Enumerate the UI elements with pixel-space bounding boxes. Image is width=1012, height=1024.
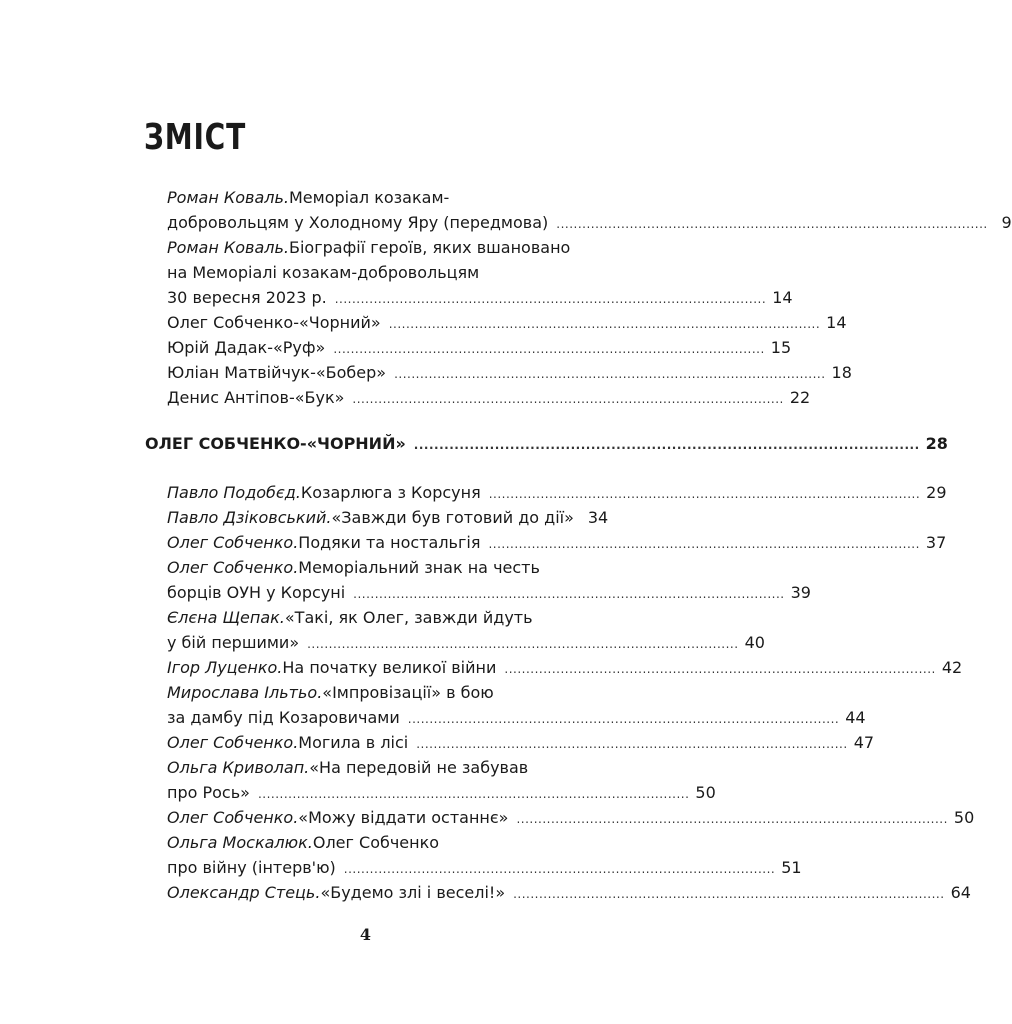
toc-entry	[167, 260, 595, 286]
dot-leader: ....................................................................................................	[513, 887, 945, 901]
dot-leader: ....................................................................................................	[504, 662, 936, 676]
toc-author: Олег Собченко.	[167, 558, 299, 577]
toc-page: 39	[790, 583, 811, 602]
toc-title: Олег Собченко-«Чорний»	[167, 313, 381, 332]
toc-entry	[167, 780, 716, 806]
toc-entry	[167, 705, 866, 731]
dot-leader: ....................................................................................................	[516, 812, 948, 826]
page-title: ЗМІСТ	[144, 117, 247, 158]
toc-entry	[167, 285, 793, 311]
toc-title: Могила в лісі	[298, 733, 409, 752]
dot-leader: ....................................................................................................	[413, 438, 920, 452]
toc-author: Ольга Криволап.	[167, 758, 310, 777]
toc-page: 14	[772, 288, 793, 307]
dot-leader: ....................................................................................................	[388, 317, 821, 331]
toc-title: «Завжди був готовий до дії»	[331, 508, 574, 527]
dot-leader: ....................................................................................................	[257, 787, 690, 801]
toc-page: 28	[925, 434, 948, 453]
toc-page: 22	[789, 388, 811, 407]
toc-author: Єлєна Щепак.	[167, 608, 285, 627]
toc-title: «Імпровізації» в бою	[322, 683, 494, 702]
toc-title: «Такі, як Олег, завжди йдуть	[284, 608, 533, 627]
toc-entry	[167, 185, 595, 211]
toc-page: 47	[853, 733, 875, 752]
toc-author: Павло Дзіковський.	[167, 508, 332, 527]
toc-entry	[167, 805, 975, 831]
toc-title: «На передовій не забував	[309, 758, 529, 777]
toc-section-title: ОЛЕГ СОБЧЕНКО-«ЧОРНИЙ»	[145, 434, 406, 453]
toc-entry	[167, 210, 1012, 236]
toc-entry	[167, 505, 609, 531]
toc-page: 18	[831, 363, 852, 382]
toc-section-entry	[145, 431, 948, 457]
toc-title: Олег Собченко	[312, 833, 440, 852]
toc-title: На початку великої війни	[282, 658, 497, 677]
toc-page: 64	[950, 883, 971, 902]
dot-leader: ....................................................................................................	[407, 712, 840, 726]
toc-entry	[167, 855, 802, 881]
toc-entry	[167, 530, 947, 556]
toc-page: 34	[587, 508, 609, 527]
toc-author: Олександр Стець.	[167, 883, 321, 902]
toc-page: 50	[695, 783, 716, 802]
toc-entry	[167, 335, 792, 361]
toc-page: 40	[744, 633, 765, 652]
toc-author: Олег Собченко.	[167, 808, 299, 827]
toc-title: про війну (інтерв'ю)	[167, 858, 336, 877]
toc-author: Олег Собченко.	[167, 533, 299, 552]
toc-title: у бій першими»	[167, 633, 300, 652]
toc-entry	[167, 310, 847, 336]
toc-title: «Можу віддати останнє»	[298, 808, 509, 827]
toc-entry	[167, 680, 595, 706]
dot-leader: ....................................................................................................	[333, 342, 765, 356]
toc-title: Денис Антіпов-«Бук»	[167, 388, 345, 407]
toc-page: 37	[925, 533, 947, 552]
toc-page: 15	[770, 338, 792, 357]
toc-entry	[167, 630, 765, 656]
toc-entry	[167, 730, 875, 756]
dot-leader: ....................................................................................................	[488, 537, 920, 551]
toc-author: Ігор Луценко.	[167, 658, 283, 677]
toc-author: Павло Подобєд.	[167, 483, 301, 502]
toc-entry	[167, 580, 811, 606]
toc-page: 50	[953, 808, 975, 827]
toc-page: 14	[826, 313, 847, 332]
toc-entry	[167, 555, 595, 581]
toc-title: Меморіальний знак на честь	[298, 558, 540, 577]
toc-page: 44	[845, 708, 866, 727]
toc-entry	[167, 235, 595, 261]
toc-page: 51	[781, 858, 802, 877]
toc-entry	[167, 655, 963, 681]
dot-leader: ....................................................................................................	[416, 737, 848, 751]
page-number: 4	[359, 925, 372, 944]
dot-leader: ....................................................................................................	[343, 862, 776, 876]
toc-title: за дамбу під Козаровичами	[167, 708, 400, 727]
dot-leader: ....................................................................................................	[556, 217, 988, 231]
toc-entry	[167, 605, 595, 631]
toc-entry	[167, 830, 595, 856]
toc-title: Юліан Матвійчук-«Бобер»	[167, 363, 387, 382]
toc-title: про Рось»	[167, 783, 250, 802]
toc-title: 30 вересня 2023 р.	[167, 288, 327, 307]
toc-page: 29	[926, 483, 947, 502]
toc-title: Козарлюга з Корсуня	[300, 483, 481, 502]
toc-author: Роман Коваль.	[167, 238, 289, 257]
dot-leader: ....................................................................................................	[353, 587, 785, 601]
dot-leader: ....................................................................................................	[307, 637, 739, 651]
toc-title: Юрій Дадак-«Руф»	[167, 338, 326, 357]
toc-page: 42	[941, 658, 963, 677]
toc-title: на Меморіалі козакам-добровольцям	[167, 263, 480, 282]
toc-author: Олег Собченко.	[167, 733, 299, 752]
toc-title: Біографії героїв, яких вшановано	[288, 238, 571, 257]
toc-entry	[167, 480, 947, 506]
toc-title: борців ОУН у Корсуні	[167, 583, 346, 602]
toc-title: Подяки та ностальгія	[298, 533, 481, 552]
toc-author: Роман Коваль.	[167, 188, 289, 207]
toc-entry	[167, 755, 595, 781]
toc-entry	[167, 360, 852, 386]
toc-title: добровольцям у Холодному Яру (передмова)	[167, 213, 549, 232]
dot-leader: ....................................................................................................	[394, 367, 826, 381]
toc-author: Ольга Москалюк.	[167, 833, 313, 852]
toc-entry	[167, 385, 811, 411]
toc-author: Мирослава Ільтьо.	[167, 683, 323, 702]
toc-page: 9	[1001, 213, 1012, 232]
toc-title: Меморіал козакам-	[288, 188, 450, 207]
dot-leader: ....................................................................................................	[334, 292, 767, 306]
dot-leader: ....................................................................................................	[352, 392, 784, 406]
toc-entry	[167, 880, 971, 906]
toc-title: «Будемо злі і веселі!»	[320, 883, 506, 902]
dot-leader: ....................................................................................................	[488, 487, 921, 501]
